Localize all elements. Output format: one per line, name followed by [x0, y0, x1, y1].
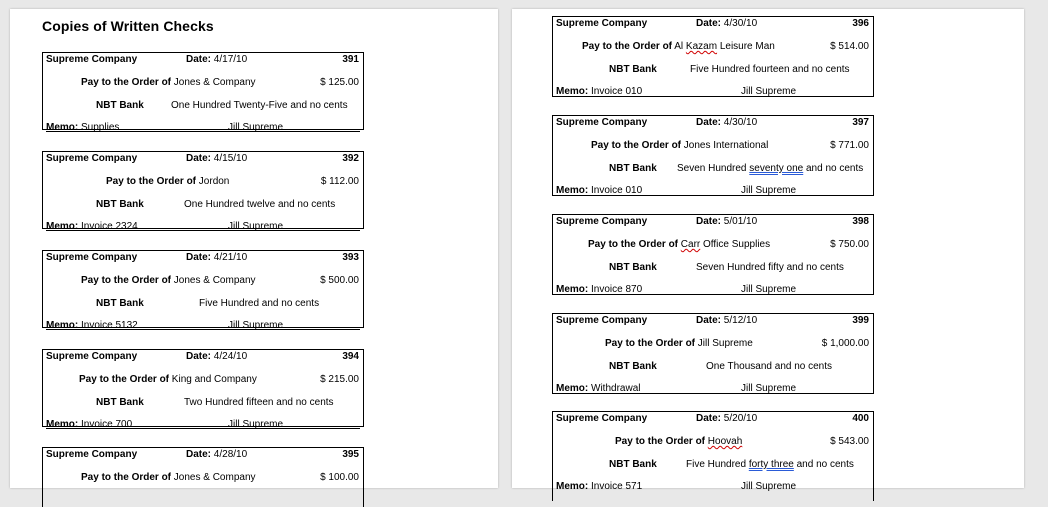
check-company: Supreme Company — [46, 351, 138, 362]
check-number: 392 — [342, 153, 359, 164]
check-payee: Pay to the Order of King and Company — [79, 374, 257, 385]
check-signature: Jill Supreme — [741, 86, 797, 97]
check-amount-words: Five Hundred forty three and no cents — [686, 459, 854, 470]
check-payee: Pay to the Order of Hoovah — [615, 436, 743, 447]
check-amount-words: Seven Hundred seventy one and no cents — [677, 163, 864, 174]
check-company: Supreme Company — [556, 117, 648, 128]
check-date: Date: 4/21/10 — [186, 252, 248, 263]
check-bottom-rule — [46, 329, 360, 330]
check-bottom-rule — [46, 428, 360, 429]
check-number: 394 — [342, 351, 359, 362]
check-amount: $ 112.00 — [320, 176, 359, 187]
check-date: Date: 5/01/10 — [696, 216, 758, 227]
check-number: 399 — [852, 315, 869, 326]
check-company: Supreme Company — [46, 449, 138, 460]
check-company: Supreme Company — [46, 252, 138, 263]
check-signature: Jill Supreme — [741, 185, 797, 196]
check-397 — [552, 115, 874, 196]
check-amount-words: One Hundred Twenty-Five and no cents — [171, 100, 348, 111]
check-bank: NBT Bank — [96, 100, 144, 111]
check-date: Date: 4/30/10 — [696, 117, 758, 128]
check-payee: Pay to the Order of Al Kazam Leisure Man — [582, 41, 775, 52]
check-payee: Pay to the Order of Jones & Company — [81, 275, 256, 286]
check-date: Date: 5/12/10 — [696, 315, 758, 326]
check-company: Supreme Company — [556, 413, 648, 424]
check-amount: $ 750.00 — [830, 239, 869, 250]
check-signature: Jill Supreme — [228, 419, 284, 430]
check-signature: Jill Supreme — [741, 481, 797, 492]
check-bottom-rule — [46, 230, 360, 231]
check-amount-words: Two Hundred fifteen and no cents — [184, 397, 334, 408]
check-bank: NBT Bank — [96, 298, 144, 309]
check-memo: Memo: Invoice 700 — [46, 419, 133, 430]
check-date: Date: 4/28/10 — [186, 449, 248, 460]
check-memo: Memo: Invoice 010 — [556, 185, 643, 196]
check-amount: $ 771.00 — [830, 140, 869, 151]
check-bank: NBT Bank — [609, 262, 657, 273]
check-number: 396 — [852, 18, 869, 29]
check-signature: Jill Supreme — [741, 284, 797, 295]
check-bank: NBT Bank — [609, 459, 657, 470]
check-391 — [42, 52, 364, 133]
check-bank: NBT Bank — [609, 64, 657, 75]
check-memo: Memo: Invoice 2324 — [46, 221, 138, 232]
check-payee: Pay to the Order of Jill Supreme — [605, 338, 753, 349]
check-company: Supreme Company — [556, 18, 648, 29]
check-payee: Pay to the Order of Jordon — [106, 176, 230, 187]
document-title: Copies of Written Checks — [42, 18, 214, 34]
check-amount: $ 125.00 — [320, 77, 359, 88]
check-date: Date: 4/17/10 — [186, 54, 248, 65]
check-bank: NBT Bank — [609, 361, 657, 372]
check-number: 395 — [342, 449, 359, 460]
check-number: 391 — [342, 54, 359, 65]
check-396 — [552, 16, 874, 97]
check-signature: Jill Supreme — [228, 122, 284, 133]
check-amount: $ 543.00 — [830, 436, 869, 447]
check-number: 393 — [342, 252, 359, 263]
check-amount: $ 215.00 — [320, 374, 359, 385]
check-payee: Pay to the Order of Carr Office Supplies — [588, 239, 771, 250]
check-date: Date: 4/30/10 — [696, 18, 758, 29]
check-395 — [42, 447, 364, 507]
check-date: Date: 4/15/10 — [186, 153, 248, 164]
check-signature: Jill Supreme — [228, 221, 284, 232]
check-398 — [552, 214, 874, 295]
check-memo: Memo: Supplies — [46, 122, 120, 133]
document-page-left — [10, 9, 498, 488]
check-amount-words: Five Hundred and no cents — [199, 298, 320, 309]
check-amount: $ 100.00 — [320, 472, 359, 483]
check-memo: Memo: Withdrawal — [556, 383, 641, 394]
check-number: 397 — [852, 117, 869, 128]
check-bank: NBT Bank — [609, 163, 657, 174]
check-amount-words: Five Hundred fourteen and no cents — [690, 64, 850, 75]
check-payee: Pay to the Order of Jones & Company — [81, 472, 256, 483]
check-number: 398 — [852, 216, 869, 227]
check-number: 400 — [852, 413, 869, 424]
check-payee: Pay to the Order of Jones & Company — [81, 77, 256, 88]
check-amount-words: One Hundred twelve and no cents — [184, 199, 336, 210]
check-date: Date: 5/20/10 — [696, 413, 758, 424]
document-page-right — [512, 9, 1024, 492]
check-memo: Memo: Invoice 870 — [556, 284, 643, 295]
check-amount: $ 1,000.00 — [821, 338, 869, 349]
check-393 — [42, 250, 364, 331]
check-date: Date: 4/24/10 — [186, 351, 248, 362]
check-399 — [552, 313, 874, 394]
check-signature: Jill Supreme — [741, 383, 797, 394]
check-company: Supreme Company — [46, 153, 138, 164]
check-memo: Memo: Invoice 5132 — [46, 320, 138, 331]
check-amount: $ 500.00 — [320, 275, 359, 286]
check-payee: Pay to the Order of Jones International — [591, 140, 769, 151]
check-memo: Memo: Invoice 571 — [556, 481, 643, 492]
check-company: Supreme Company — [46, 54, 138, 65]
check-memo: Memo: Invoice 010 — [556, 86, 643, 97]
check-signature: Jill Supreme — [228, 320, 284, 331]
check-392 — [42, 151, 364, 232]
check-company: Supreme Company — [556, 315, 648, 326]
check-company: Supreme Company — [556, 216, 648, 227]
check-394 — [42, 349, 364, 430]
check-bottom-rule — [46, 131, 360, 132]
check-bank: NBT Bank — [96, 397, 144, 408]
check-amount-words: One Thousand and no cents — [706, 361, 833, 372]
check-amount-words: Seven Hundred fifty and no cents — [696, 262, 844, 273]
check-bank: NBT Bank — [96, 199, 144, 210]
check-amount: $ 514.00 — [830, 41, 869, 52]
